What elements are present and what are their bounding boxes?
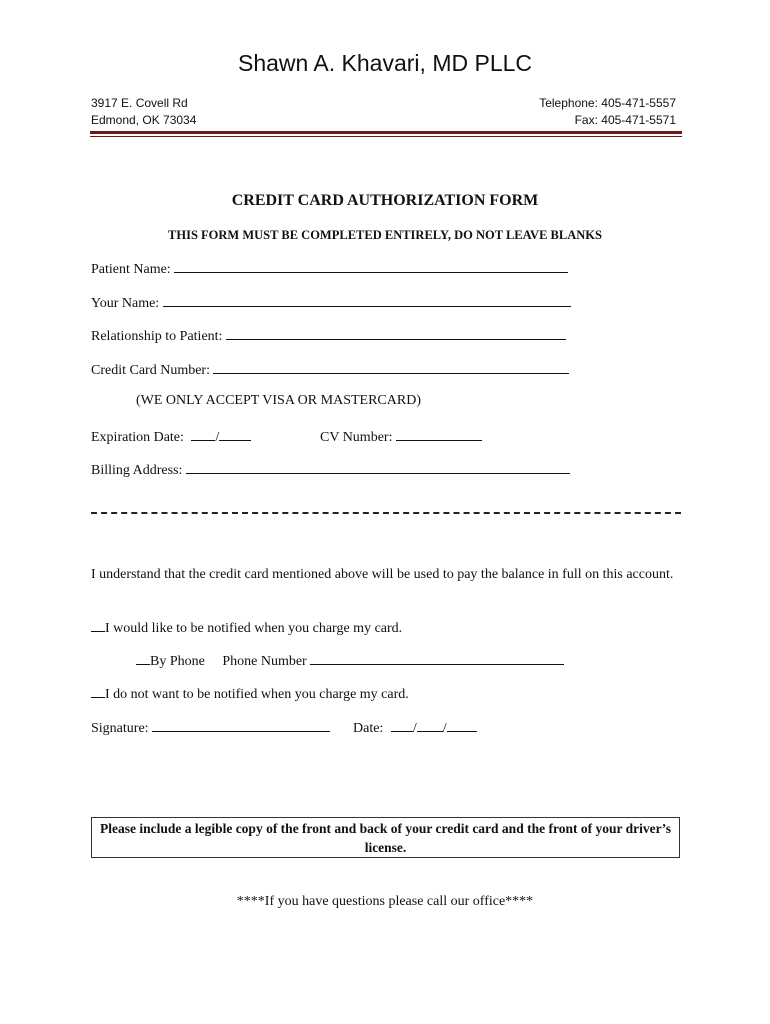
billing-row — [91, 459, 570, 479]
practice-name: Shawn A. Khavari, MD PLLC — [237, 50, 533, 76]
notify-yes-checkbox[interactable] — [91, 617, 105, 632]
by-phone-checkbox[interactable] — [136, 650, 150, 665]
by-phone-row — [136, 650, 564, 670]
accept-note: (WE ONLY ACCEPT VISA OR MASTERCARD) — [136, 393, 421, 408]
form-title: CREDIT CARD AUTHORIZATION FORM — [231, 192, 539, 209]
cv-label: CV Number: — [320, 430, 393, 445]
address-line-2: Edmond, OK 73034 — [91, 113, 197, 127]
header-rule-thin — [90, 136, 682, 137]
billing-label: Billing Address: — [91, 463, 183, 478]
card-copy-notice: Please include a legible copy of the front and back of your credit card and the front of your driver’s license. — [91, 817, 680, 858]
notify-no-row — [91, 683, 409, 703]
notify-no-label: I do not want to be notified when you charge my card. — [105, 687, 409, 702]
notify-yes-label: I would like to be notified when you charge my card. — [105, 621, 403, 636]
telephone: Telephone: 405-471-5557 — [539, 96, 676, 110]
patient-name-label: Patient Name: — [91, 262, 171, 277]
signature-field[interactable] — [152, 717, 330, 732]
notify-no-checkbox[interactable] — [91, 683, 105, 698]
your-name-label: Your Name: — [91, 296, 160, 311]
patient-name-row — [91, 258, 568, 278]
cv-field[interactable] — [396, 426, 482, 441]
form-subtitle: THIS FORM MUST BE COMPLETED ENTIRELY, DO NOT LEAVE BLANKS — [168, 228, 602, 242]
expiration-year-field[interactable] — [219, 426, 251, 441]
expiration-row: Expiration Date: / — [91, 426, 251, 446]
footer-questions: ****If you have questions please call our office**** — [236, 894, 534, 909]
card-number-field[interactable] — [213, 359, 569, 374]
practice-address — [91, 95, 196, 129]
date-month-field[interactable] — [391, 717, 413, 732]
signature-row — [91, 717, 330, 737]
authorization-statement: I understand that the credit card mentioned above will be used to pay the balance in full on this account. — [91, 567, 674, 582]
date-row: Date: / / — [353, 717, 477, 737]
by-phone-label: By Phone — [150, 654, 205, 669]
relationship-row — [91, 325, 566, 345]
address-line-1: 3917 E. Covell Rd — [91, 96, 188, 110]
cut-line-divider — [91, 512, 681, 514]
fax: Fax: 405-471-5571 — [574, 113, 676, 127]
your-name-field[interactable] — [163, 292, 571, 307]
card-number-label: Credit Card Number: — [91, 363, 210, 378]
signature-label: Signature: — [91, 721, 149, 736]
your-name-row — [91, 292, 571, 312]
date-year-field[interactable] — [447, 717, 477, 732]
date-day-field[interactable] — [417, 717, 443, 732]
date-label: Date: — [353, 721, 384, 736]
practice-contact — [539, 95, 676, 129]
notify-yes-row — [91, 617, 402, 637]
header-rule-thick — [90, 131, 682, 134]
phone-number-field[interactable] — [310, 650, 564, 665]
relationship-field[interactable] — [226, 325, 566, 340]
expiration-label: Expiration Date: — [91, 430, 184, 445]
card-number-row — [91, 359, 569, 379]
expiration-month-field[interactable] — [191, 426, 215, 441]
phone-number-label: Phone Number — [222, 654, 307, 669]
billing-field[interactable] — [186, 459, 570, 474]
patient-name-field[interactable] — [174, 258, 568, 273]
cv-row — [320, 426, 482, 446]
relationship-label: Relationship to Patient: — [91, 329, 223, 344]
